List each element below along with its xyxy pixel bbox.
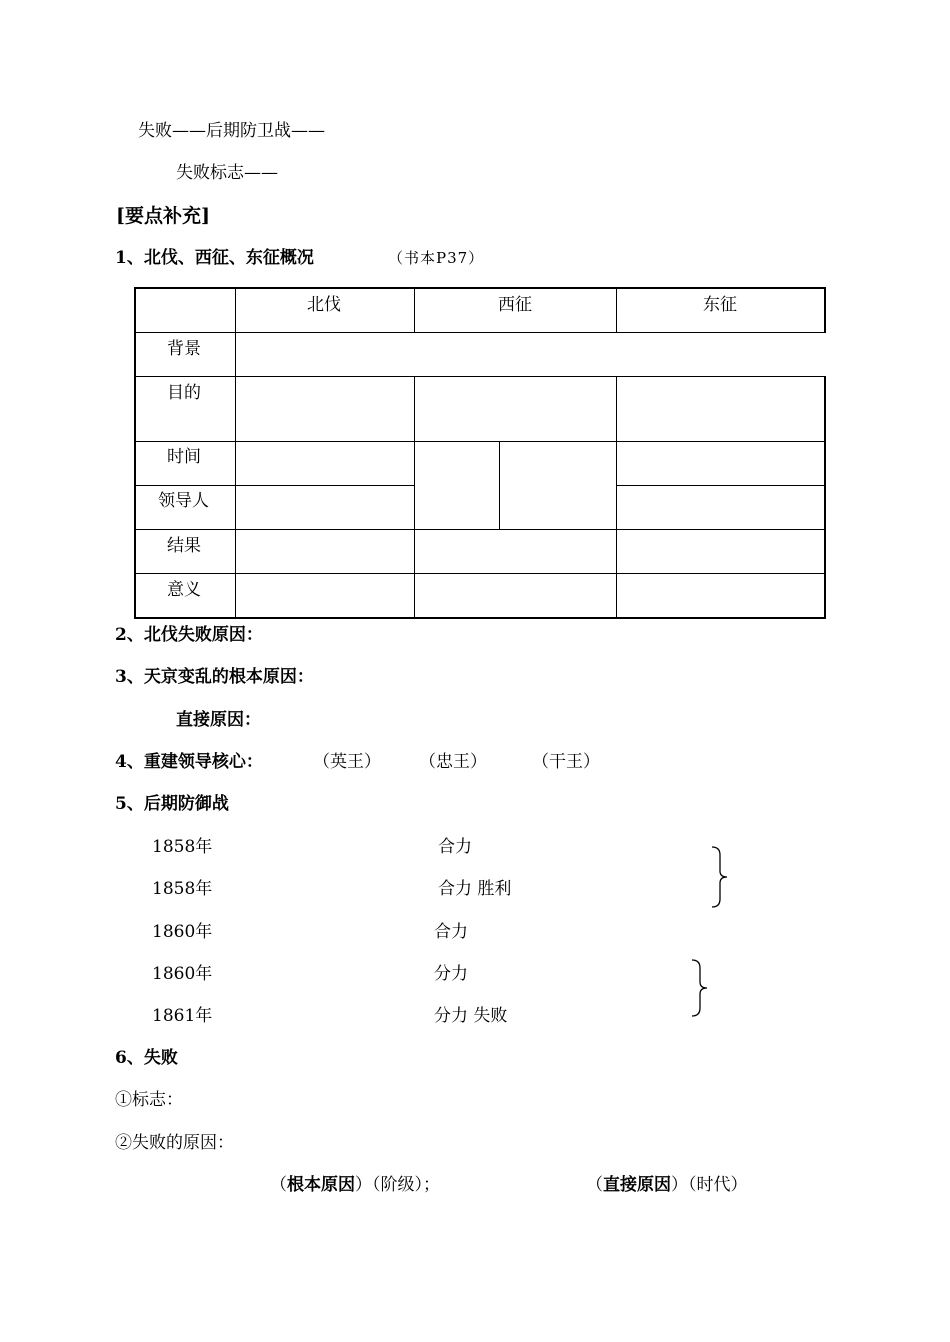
question-4-item-yingwang: （英王） [313, 752, 381, 772]
event-year: 1860年 [152, 964, 213, 984]
question-1-reference: （书本P37） [388, 249, 485, 267]
event-note: 分力 [434, 964, 468, 984]
question-5-label: 5、后期防御战 [115, 794, 229, 814]
table-row-label-purpose: 目的 [167, 383, 201, 403]
question-3-label: 3、天京变乱的根本原因： [115, 667, 314, 687]
table-row-label-significance: 意义 [167, 580, 201, 600]
question-2-label: 2、北伐失败原因： [115, 625, 263, 645]
table-row-label-background: 背景 [167, 339, 201, 359]
root-cause-open: （ [270, 1175, 287, 1195]
direct-cause-line [586, 1174, 748, 1196]
direct-cause-open: （ [586, 1175, 603, 1195]
table-row-label-leader: 领导人 [158, 491, 209, 511]
event-year: 1858年 [152, 837, 213, 857]
question-3-sub: 直接原因： [176, 710, 261, 730]
direct-cause-era: ）（时代） [671, 1175, 748, 1195]
question-4-label: 4、重建领导核心： [115, 752, 263, 772]
root-cause-label: 根本原因 [287, 1175, 355, 1195]
question-4-item-ganwang: （干王） [532, 752, 600, 772]
table-header-beifa: 北伐 [307, 295, 341, 315]
event-note: 合力 胜利 [438, 879, 512, 899]
table-header-dongzheng: 东征 [703, 295, 737, 315]
event-year: 1860年 [152, 922, 213, 942]
table-row-label-result: 结果 [167, 536, 201, 556]
intro-line-1: 失败——后期防卫战—— [138, 121, 325, 141]
question-6-label: 6、失败 [115, 1048, 178, 1068]
section-heading: [要点补充] [116, 205, 210, 227]
event-note: 合力 [438, 837, 472, 857]
event-year: 1861年 [152, 1006, 213, 1026]
event-note: 合力 [434, 922, 468, 942]
event-year: 1858年 [152, 879, 213, 899]
question-1-label: 1、北伐、西征、东征概况 [115, 248, 314, 268]
root-cause-line [270, 1174, 440, 1196]
right-brace-icon [708, 845, 730, 909]
intro-line-2: 失败标志—— [176, 163, 278, 183]
question-6-reason: ②失败的原因： [115, 1133, 234, 1153]
direct-cause-label: 直接原因 [603, 1175, 671, 1195]
table-row-label-time: 时间 [167, 447, 201, 467]
question-6-sign: ①标志： [115, 1090, 183, 1110]
question-4-item-zhongwang: （忠王） [419, 752, 487, 772]
table-header-xizheng: 西征 [498, 295, 532, 315]
right-brace-icon [688, 958, 710, 1018]
event-note: 分力 失败 [434, 1006, 508, 1026]
root-cause-class: ）（阶级）； [355, 1175, 440, 1195]
overview-table [134, 287, 826, 619]
